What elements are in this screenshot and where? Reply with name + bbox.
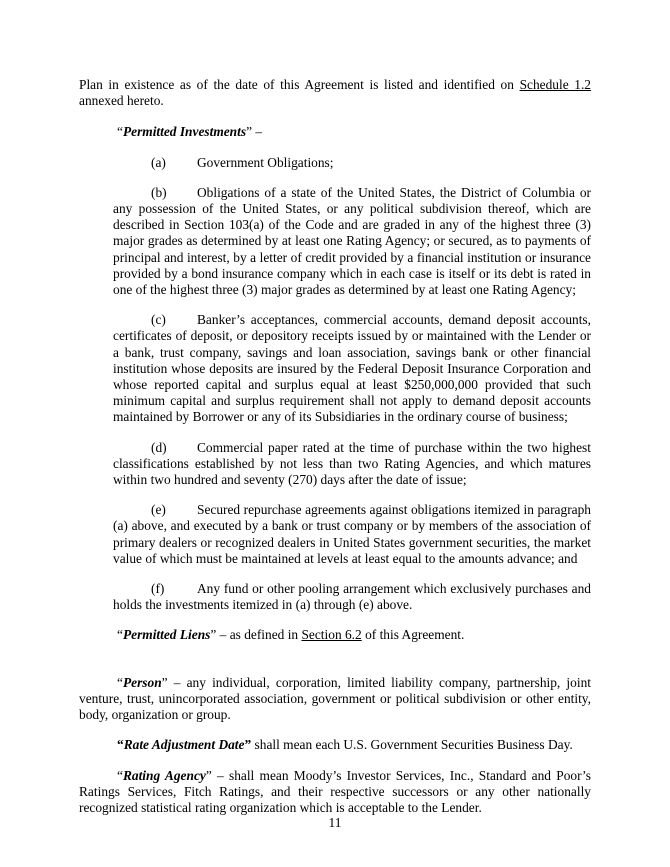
rate-adjustment-date-definition <box>79 737 591 753</box>
open-quote: “ <box>117 674 123 690</box>
defined-term-person: Person <box>122 674 162 690</box>
defined-term-rate-adjustment-date: Rate Adjustment Date <box>123 737 245 753</box>
open-quote: “ <box>117 767 123 783</box>
definition-dash: ” – <box>246 124 263 140</box>
list-item-a <box>113 155 591 171</box>
list-item-label: (e) <box>151 502 166 518</box>
rating-agency-text: ” – shall mean Moody’s Investor Services, Inc., Standard and Poor’s Ratings Services, Fitch Ratings, and their respective successors or any other nationally recognized statistical rating organization which is acceptable to the Lender. <box>79 767 591 815</box>
rate-adjustment-date-text: shall mean each U.S. Government Securities Business Day. <box>251 737 573 753</box>
permitted-liens-text: ” – as defined in <box>210 627 302 643</box>
list-item-d <box>113 440 591 489</box>
list-item-label: (f) <box>151 581 165 597</box>
defined-term-permitted-investments: Permitted Investments <box>122 124 247 140</box>
list-item-text: Any fund or other pooling arrangement which exclusively purchases and holds the investments itemized in (a) through (e) above. <box>113 581 591 613</box>
person-text: ” – any individual, corporation, limited liability company, partnership, joint venture, trust, unincorporated association, government or political subdivision or other entity, body, organization or group. <box>79 674 591 723</box>
defined-term-permitted-liens: Permitted Liens <box>122 627 211 643</box>
list-item-c <box>113 312 591 425</box>
open-quote: “ <box>117 124 123 140</box>
open-quote: “ <box>117 737 124 753</box>
intro-paragraph <box>79 77 591 109</box>
list-item-text: Government Obligations; <box>197 154 334 170</box>
permitted-investments-definition <box>79 124 591 140</box>
list-item-label: (a) <box>151 154 166 170</box>
intro-text-end: annexed hereto. <box>79 93 164 109</box>
list-item-label: (d) <box>151 439 167 455</box>
list-item-f <box>113 581 591 613</box>
list-item-text: Obligations of a state of the United States, the District of Columbia or any possession of the United States, or any political subdivision thereof, which are described in Section 103(a) of the Code and are graded in any of the highest three (3) major grades as determined by at least one Rating Agency; or secured, as to payments of principal and interest, by a letter of credit provided by a financial institution or insurance provided by a bond insurance company which in each case is itself or its debt is rated in one of the highest three (3) major grades as determined by at least one Rating Agency; <box>113 184 591 298</box>
document-body <box>79 77 591 828</box>
permitted-liens-definition <box>79 627 591 643</box>
page-number: 11 <box>328 815 342 830</box>
list-item-b <box>113 185 591 298</box>
intro-text: Plan in existence as of the date of this Agreement is listed and identified on <box>79 77 520 92</box>
schedule-1-2-link[interactable]: Schedule 1.2 <box>519 77 592 92</box>
section-6-2-link[interactable]: Section 6.2 <box>301 627 362 643</box>
open-quote: “ <box>117 627 123 643</box>
list-item-text: Secured repurchase agreements against obligations itemized in paragraph (a) above, and executed by a bank or trust company or by members of the association of primary dealers or recognized dealers in United States government securities, the market value of which must be maintained at levels at least equal to the amounts advance; and <box>113 502 591 566</box>
list-item-text: Commercial paper rated at the time of purchase within the two highest classifications established by not less than two Rating Agencies, and which matures within two hundred and seventy (270) days after the date of issue; <box>113 439 591 488</box>
person-definition <box>79 675 591 724</box>
rating-agency-definition <box>79 768 591 817</box>
list-item-text: Banker’s acceptances, commercial accounts, demand deposit accounts, certificates of deposit, or depository receipts issued by or maintained with the Lender or a bank, trust company, savings and loan association, savings bank or other financial institution whose deposits are insured by the Federal Deposit Insurance Corporation and whose reported capital and surplus equal at least $250,000,000 provided that such minimum capital and surplus requirement shall not apply to demand deposit accounts maintained by Borrower or any of its Subsidiaries in the ordinary course of business; <box>113 312 591 425</box>
defined-term-rating-agency: Rating Agency <box>122 767 206 783</box>
list-item-label: (b) <box>151 184 167 200</box>
list-item-e <box>113 502 591 567</box>
close-quote: ” <box>244 737 252 753</box>
permitted-liens-text-end: of this Agreement. <box>361 627 465 643</box>
list-item-label: (c) <box>151 312 166 328</box>
